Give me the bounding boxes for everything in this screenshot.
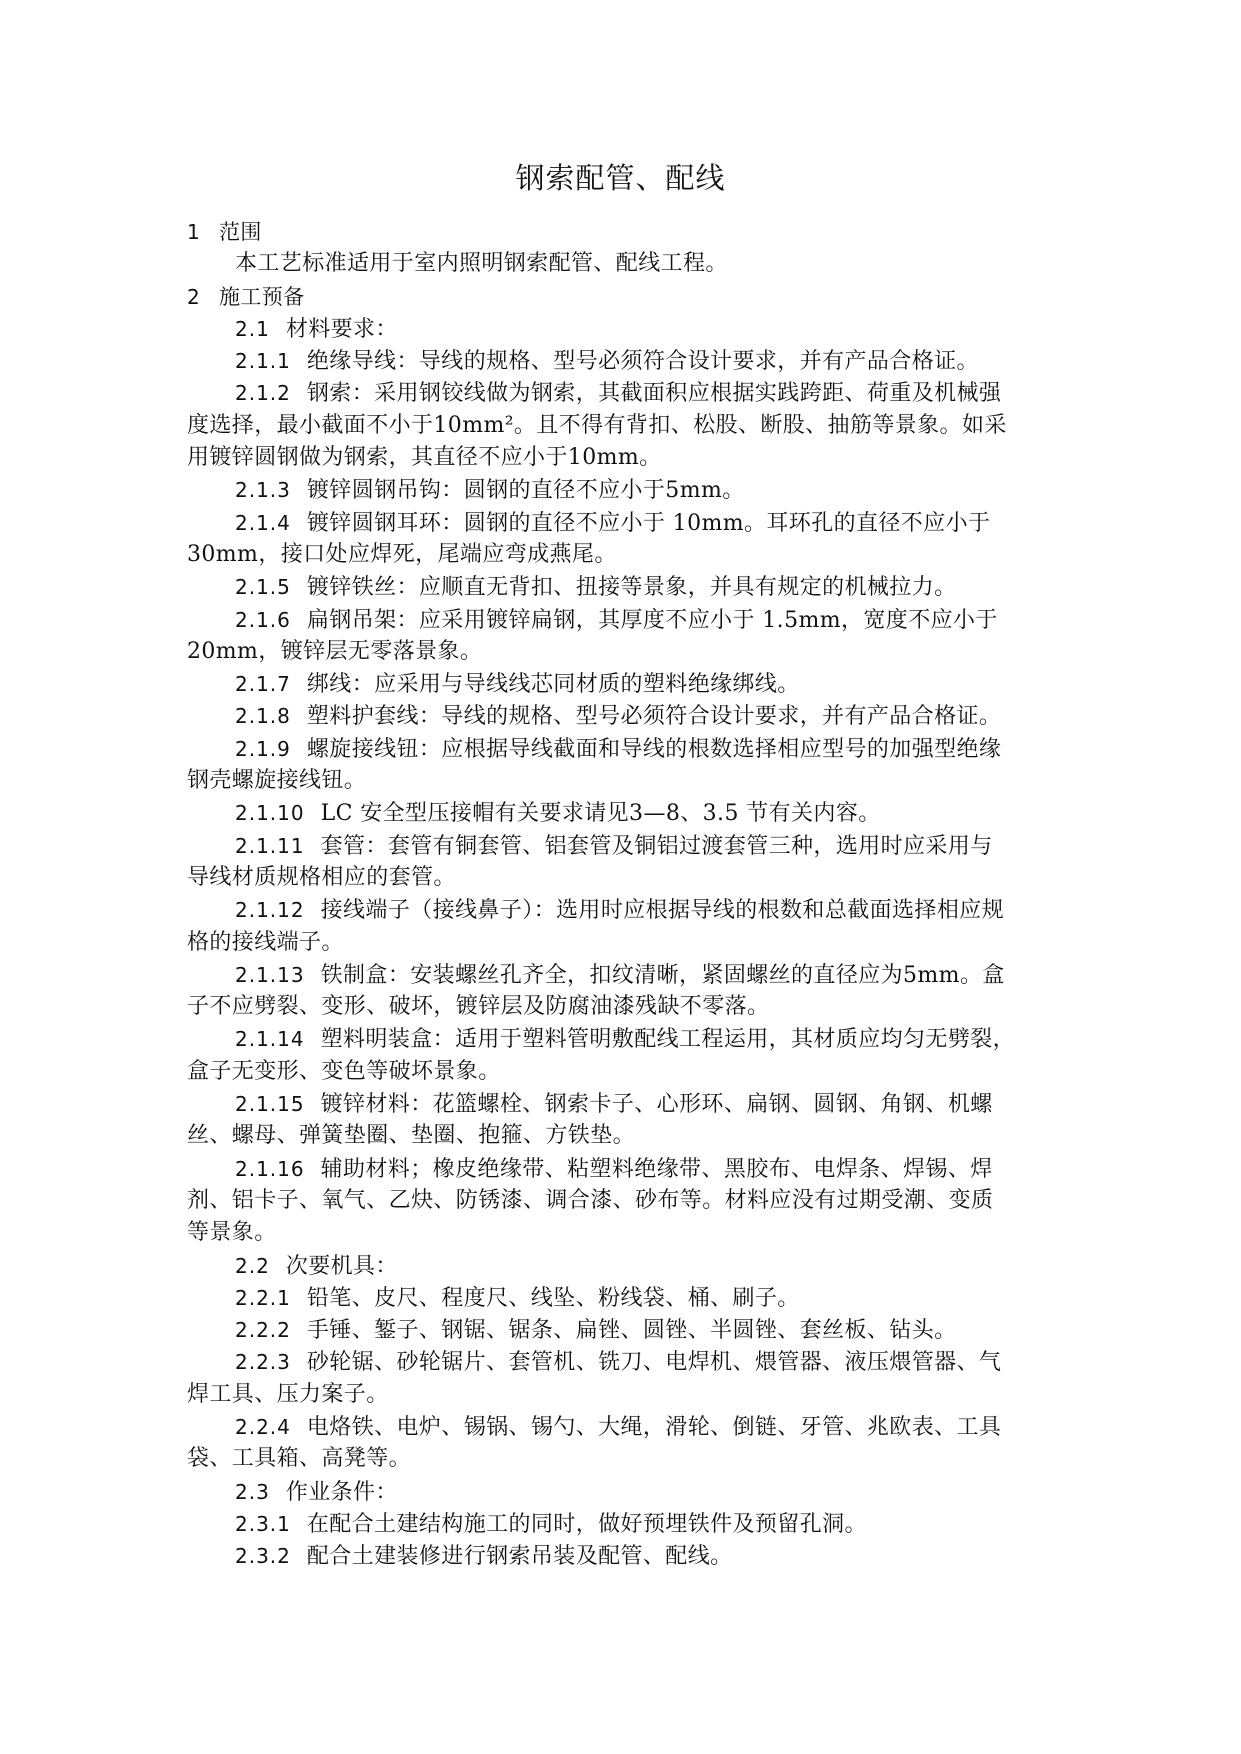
line-text: 电烙铁、电炉、锡锅、锡勺、大绳，滑轮、倒链、牙管、兆欧表、工具 [306,1414,1002,1440]
clause-number: 2.1.4 [235,510,291,535]
paragraph-line [187,1476,1087,1508]
clause-number: 1 [187,220,201,244]
line-text: 套管：套管有铜套管、铝套管及铜铝过渡套管三种，选用时应采用与 [320,833,993,859]
paragraph-line [187,668,1087,700]
clause-number: 2.1.9 [235,736,291,761]
line-text: 接线端子（接线鼻子）：选用时应根据导线的根数和总截面选择相应规 [320,898,1005,924]
line-text: 辅助材料；橡皮绝缘带、粘塑料绝缘带、黑胶布、电焊条、焊锡、焊 [320,1156,993,1182]
document-title: 钢索配管、配线 [515,161,726,195]
line-text: 格的接线端子。 [187,929,344,955]
line-text: 施工预备 [219,284,305,309]
continuation-line [187,862,1087,894]
paragraph-line [187,377,1087,409]
line-text: LC 安全型压接帽有关要求请见3—8、3.5 节有关内容。 [320,801,881,827]
continuation-line [187,991,1087,1023]
clause-number: 2.1.14 [235,1027,305,1052]
line-text: 度选择，最小截面不小于10mm²。且不得有背扣、松股、断股、抽筋等景象。如采 [187,412,1007,438]
continuation-line [187,1217,1087,1249]
line-text: 手锤、錾子、钢锯、锯条、扁锉、圆锉、半圆锉、套丝板、钻头。 [306,1318,957,1344]
paragraph-line [187,1088,1087,1120]
clause-number: 2.2.3 [235,1350,291,1375]
line-text: 塑料护套线：导线的规格、型号必须符合设计要求，并有产品合格证。 [306,704,1002,730]
clause-number: 2.1.13 [235,962,305,987]
line-text: 用镀锌圆钢做为钢索，其直径不应小于10mm。 [187,445,662,471]
continuation-line [187,1379,1087,1411]
continuation-line [187,927,1087,959]
line-text: 作业条件： [285,1479,398,1505]
line-text: 剂、铝卡子、氧气、乙炔、防锈漆、调合漆、砂布等。材料应没有过期受潮、变质 [187,1187,994,1213]
paragraph-line [187,733,1087,765]
line-text: 焊工具、压力案子。 [187,1381,389,1407]
paragraph-line [187,345,1087,377]
paragraph-line [187,894,1087,926]
line-text: 钢索：采用钢铰线做为钢索，其截面积应根据实践跨距、荷重及机械强 [306,381,1002,407]
continuation-line [187,765,1087,797]
clause-number: 2.3.2 [235,1544,291,1569]
line-text: 扁钢吊架：应采用镀锌扁钢，其厚度不应小于 1.5mm，宽度不应小于 [306,607,998,633]
clause-number: 2.3 [235,1479,270,1504]
paragraph-line [187,959,1087,991]
line-text: 次要机具： [285,1253,398,1279]
clause-number: 2.1.5 [235,575,291,600]
line-text: 30mm，接口处应焊死，尾端应弯成燕尾。 [187,541,617,567]
continuation-line [187,1120,1087,1152]
line-text: 等景象。 [187,1220,277,1246]
section-heading [187,281,1087,313]
paragraph-line [187,700,1087,732]
clause-number: 2.1.7 [235,672,291,697]
clause-number: 2.2.4 [235,1414,291,1439]
line-text: 绑线：应采用与导线线芯同材质的塑料绝缘绑线。 [306,672,800,698]
line-text: 子不应劈裂、变形、破坏，镀锌层及防腐油漆残缺不零落。 [187,994,770,1020]
paragraph-line [187,507,1087,539]
clause-number: 2.2.1 [235,1285,291,1310]
line-text: 丝、螺母、弹簧垫圈、垫圈、抱箍、方铁垫。 [187,1123,636,1149]
paragraph-line [187,1540,1087,1572]
clause-number: 2.1.15 [235,1092,305,1117]
paragraph-line [187,248,1087,280]
clause-number: 2.1.8 [235,704,291,729]
line-text: 配合土建装修进行钢索吊装及配管、配线。 [306,1544,733,1570]
paragraph-line [187,830,1087,862]
paragraph-line [187,1508,1087,1540]
clause-number: 2.1.10 [235,801,305,826]
line-text: 20mm，镀锌层无零落景象。 [187,638,483,664]
line-text: 在配合土建结构施工的同时，做好预埋铁件及预留孔洞。 [306,1511,867,1537]
clause-number: 2 [187,284,201,309]
clause-number: 2.1 [235,316,270,341]
paragraph-line [187,797,1087,829]
paragraph-line [187,1153,1087,1185]
paragraph-line [187,474,1087,506]
line-text: 材料要求： [285,316,398,342]
continuation-line [187,1443,1087,1475]
continuation-line [187,410,1087,442]
clause-number: 2.1.12 [235,898,305,923]
paragraph-line [187,1411,1087,1443]
paragraph-line [187,313,1087,345]
line-text: 导线材质规格相应的套管。 [187,864,456,890]
clause-number: 2.2.2 [235,1318,291,1343]
line-text: 镀锌材料：花篮螺栓、钢索卡子、心形环、扁钢、圆钢、角钢、机螺 [320,1092,993,1118]
clause-number: 2.3.1 [235,1511,291,1536]
line-text: 袋、工具箱、高凳等。 [187,1446,412,1472]
paragraph-line [187,1282,1087,1314]
continuation-line [187,1056,1087,1088]
paragraph-line [187,604,1087,636]
clause-number: 2.1.2 [235,381,291,406]
line-text: 镀锌铁丝：应顺直无背扣、扭接等景象，并具有规定的机械拉力。 [306,575,957,601]
section-heading [187,216,1087,248]
line-text: 绝缘导线：导线的规格、型号必须符合设计要求，并有产品合格证。 [306,349,979,375]
continuation-line [187,1185,1087,1217]
clause-number: 2.1.11 [235,833,305,858]
line-text: 本工艺标准适用于室内照明钢索配管、配线工程。 [235,251,728,277]
clause-number: 2.1.3 [235,478,291,503]
clause-number: 2.1.1 [235,349,291,374]
line-text: 镀锌圆钢吊钩：圆钢的直径不应小于5mm。 [306,478,745,504]
line-text: 铅笔、皮尺、程度尺、线坠、粉线袋、桶、刷子。 [306,1285,800,1311]
line-text: 砂轮锯、砂轮锯片、套管机、铣刀、电焊机、煨管器、液压煨管器、气 [306,1350,1002,1376]
continuation-line [187,539,1087,571]
line-text: 塑料明装盒：适用于塑料管明敷配线工程运用，其材质应均匀无劈裂， [320,1027,1016,1053]
clause-number: 2.2 [235,1253,270,1278]
paragraph-line [187,1250,1087,1282]
line-text: 铁制盒：安装螺丝孔齐全，扣纹清晰，紧固螺丝的直径应为5mm。盒 [320,962,1005,988]
line-text: 盒子无变形、变色等破坏景象。 [187,1058,501,1084]
continuation-line [187,442,1087,474]
line-text: 范围 [219,220,262,244]
paragraph-line [187,1314,1087,1346]
paragraph-line [187,1023,1087,1055]
paragraph-line [187,1346,1087,1378]
line-text: 钢壳螺旋接线钮。 [187,768,367,794]
document-body [187,216,1087,1572]
continuation-line [187,636,1087,668]
line-text: 镀锌圆钢耳环：圆钢的直径不应小于 10mm。耳环孔的直径不应小于 [306,510,991,536]
clause-number: 2.1.6 [235,607,291,632]
paragraph-line [187,571,1087,603]
clause-number: 2.1.16 [235,1156,305,1181]
line-text: 螺旋接线钮：应根据导线截面和导线的根数选择相应型号的加强型绝缘 [306,736,1002,762]
